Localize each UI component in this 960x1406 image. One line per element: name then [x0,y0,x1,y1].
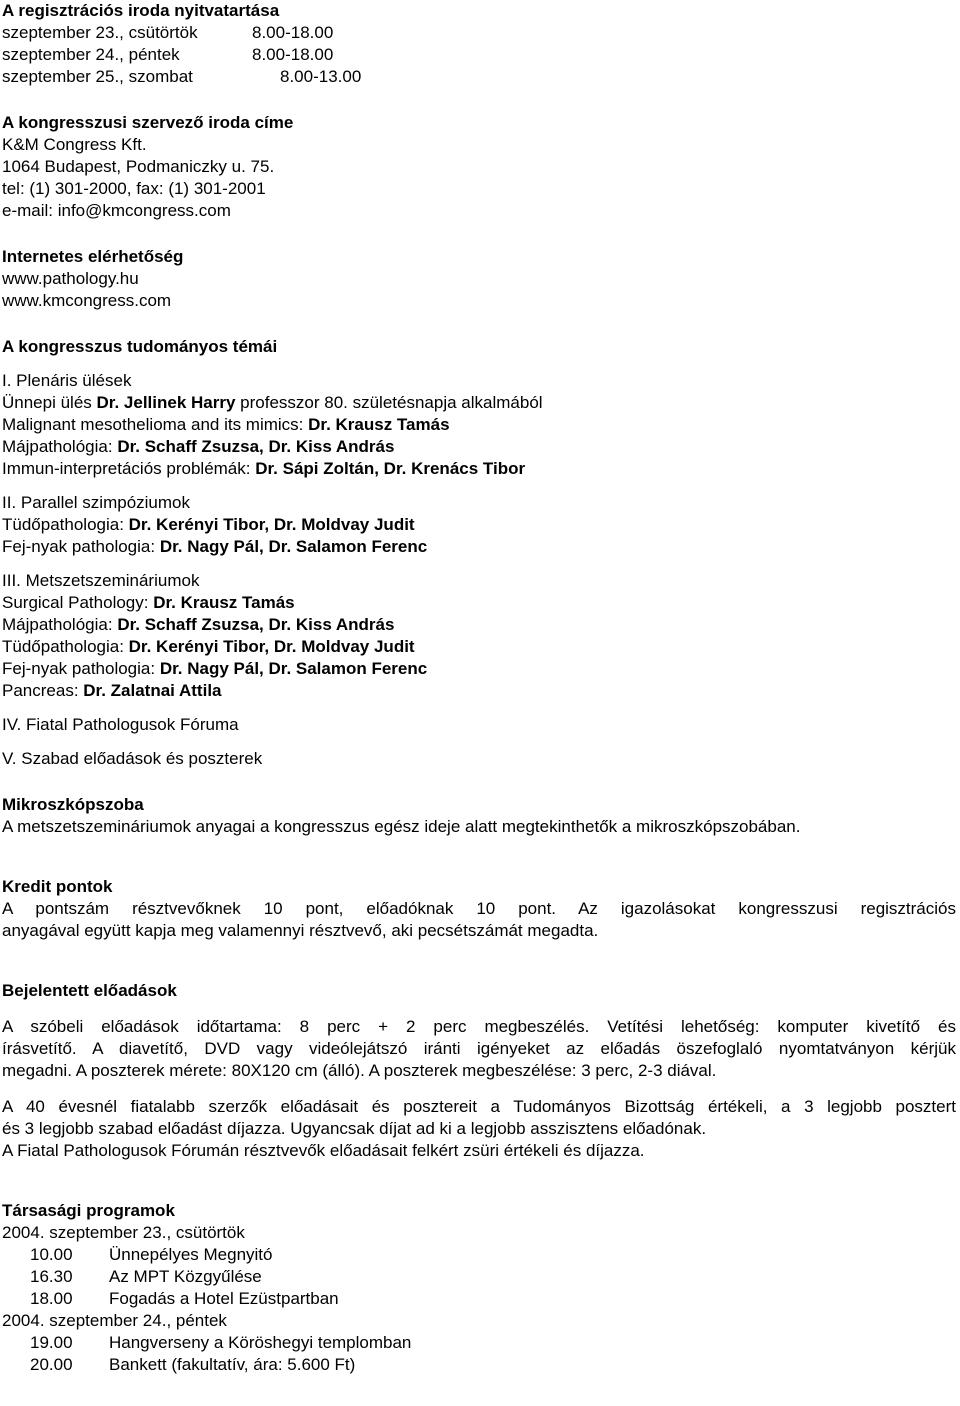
seminar-item: Tüdőpathologia: Dr. Kerényi Tibor, Dr. Moldvay Judit [2,637,415,656]
lectures-text: A szóbeli előadások időtartama: 8 perc + 2 perc megbeszélés. Vetítési lehetőség: komputer kivetítő és [2,1017,956,1036]
internet-title: Internetes elérhetőség [2,247,184,266]
seminar-item: Májpathológia: Dr. Schaff Zsuzsa, Dr. Kiss András [2,615,395,634]
registration-title: A regisztrációs iroda nyitvatartása [2,1,280,20]
website-link: www.kmcongress.com [2,291,172,310]
plenary-item: Májpathológia: Dr. Schaff Zsuzsa, Dr. Kiss András [2,437,395,456]
office-title: A kongresszusi szervező iroda címe [2,113,294,132]
credits-text: A pontszám résztvevőknek 10 pont, előadóknak 10 pont. Az igazolásokat kongresszusi regisztrációs [2,899,956,918]
social-event: 20.00 Bankett (fakultatív, ára: 5.600 Ft) [30,1355,356,1374]
plenary-item: Malignant mesothelioma and its mimics: Dr. Krausz Tamás [2,415,450,434]
website-link: www.pathology.hu [2,269,139,288]
credits-text: anyagával együtt kapja meg valamennyi résztvevő, aki pecsétszámát megadta. [2,921,599,940]
forum-heading: IV. Fiatal Pathologusok Fóruma [2,715,239,734]
office-line: K&M Congress Kft. [2,135,147,154]
seminars-heading: III. Metszetszemináriumok [2,571,200,590]
seminar-item: Pancreas: Dr. Zalatnai Attila [2,681,222,700]
social-day: 2004. szeptember 24., péntek [2,1311,227,1330]
registration-row: szeptember 23., csütörtök 8.00-18.00 [2,23,334,42]
topics-title: A kongresszus tudományos témái [2,337,278,356]
lectures-text: A 40 évesnél fiatalabb szerzők előadásait és posztereit a Tudományos Bizottság értékeli, a 3 legjobb posztert [2,1097,956,1116]
lectures-text: A Fiatal Pathologusok Fórumán résztvevők előadásait felkért zsüri értékeli és díjazza. [2,1141,645,1160]
office-line: tel: (1) 301-2000, fax: (1) 301-2001 [2,179,266,198]
plenary-item: Ünnepi ülés Dr. Jellinek Harry professzor 80. születésnapja alkalmából [2,393,543,412]
seminar-item: Fej-nyak pathologia: Dr. Nagy Pál, Dr. Salamon Ferenc [2,659,428,678]
document [2,0,956,1376]
social-event: 16.30 Az MPT Közgyűlése [30,1267,262,1286]
social-day: 2004. szeptember 23., csütörtök [2,1223,245,1242]
lectures-text: írásvetítő. A diavetítő, DVD vagy videólejátszó iránti igényeket az előadás öszefoglaló nyomtatványon kérjük [2,1039,956,1058]
plenary-item: Immun-interpretációs problémák: Dr. Sápi Zoltán, Dr. Krenács Tibor [2,459,526,478]
parallel-item: Fej-nyak pathologia: Dr. Nagy Pál, Dr. Salamon Ferenc [2,537,428,556]
microscope-title: Mikroszkópszoba [2,795,144,814]
social-event: 19.00 Hangverseny a Köröshegyi templomban [30,1333,412,1352]
social-event: 18.00 Fogadás a Hotel Ezüstpartban [30,1289,339,1308]
lectures-text: megadni. A poszterek mérete: 80X120 cm (álló). A poszterek megbeszélése: 3 perc, 2-3 diával. [2,1061,717,1080]
office-line: 1064 Budapest, Podmaniczky u. 75. [2,157,275,176]
credits-title: Kredit pontok [2,877,113,896]
parallel-item: Tüdőpathologia: Dr. Kerényi Tibor, Dr. Moldvay Judit [2,515,415,534]
registration-row: szeptember 24., péntek 8.00-18.00 [2,45,334,64]
lectures-title: Bejelentett előadások [2,981,177,1000]
office-email: e-mail: info@kmcongress.com [2,201,231,220]
free-heading: V. Szabad előadások és poszterek [2,749,263,768]
social-title: Társasági programok [2,1201,175,1220]
seminar-item: Surgical Pathology: Dr. Krausz Tamás [2,593,295,612]
registration-row: szeptember 25., szombat 8.00-13.00 [2,67,362,86]
plenary-heading: I. Plenáris ülések [2,371,132,390]
social-event: 10.00 Ünnepélyes Megnyitó [30,1245,273,1264]
parallel-heading: II. Parallel szimpóziumok [2,493,191,512]
lectures-text: és 3 legjobb szabad előadást díjazza. Ugyancsak díjat ad ki a legjobb asszisztens előadónak. [2,1119,707,1138]
microscope-text: A metszetszemináriumok anyagai a kongresszus egész ideje alatt megtekinthetők a mikroszkópszobában. [2,817,801,836]
